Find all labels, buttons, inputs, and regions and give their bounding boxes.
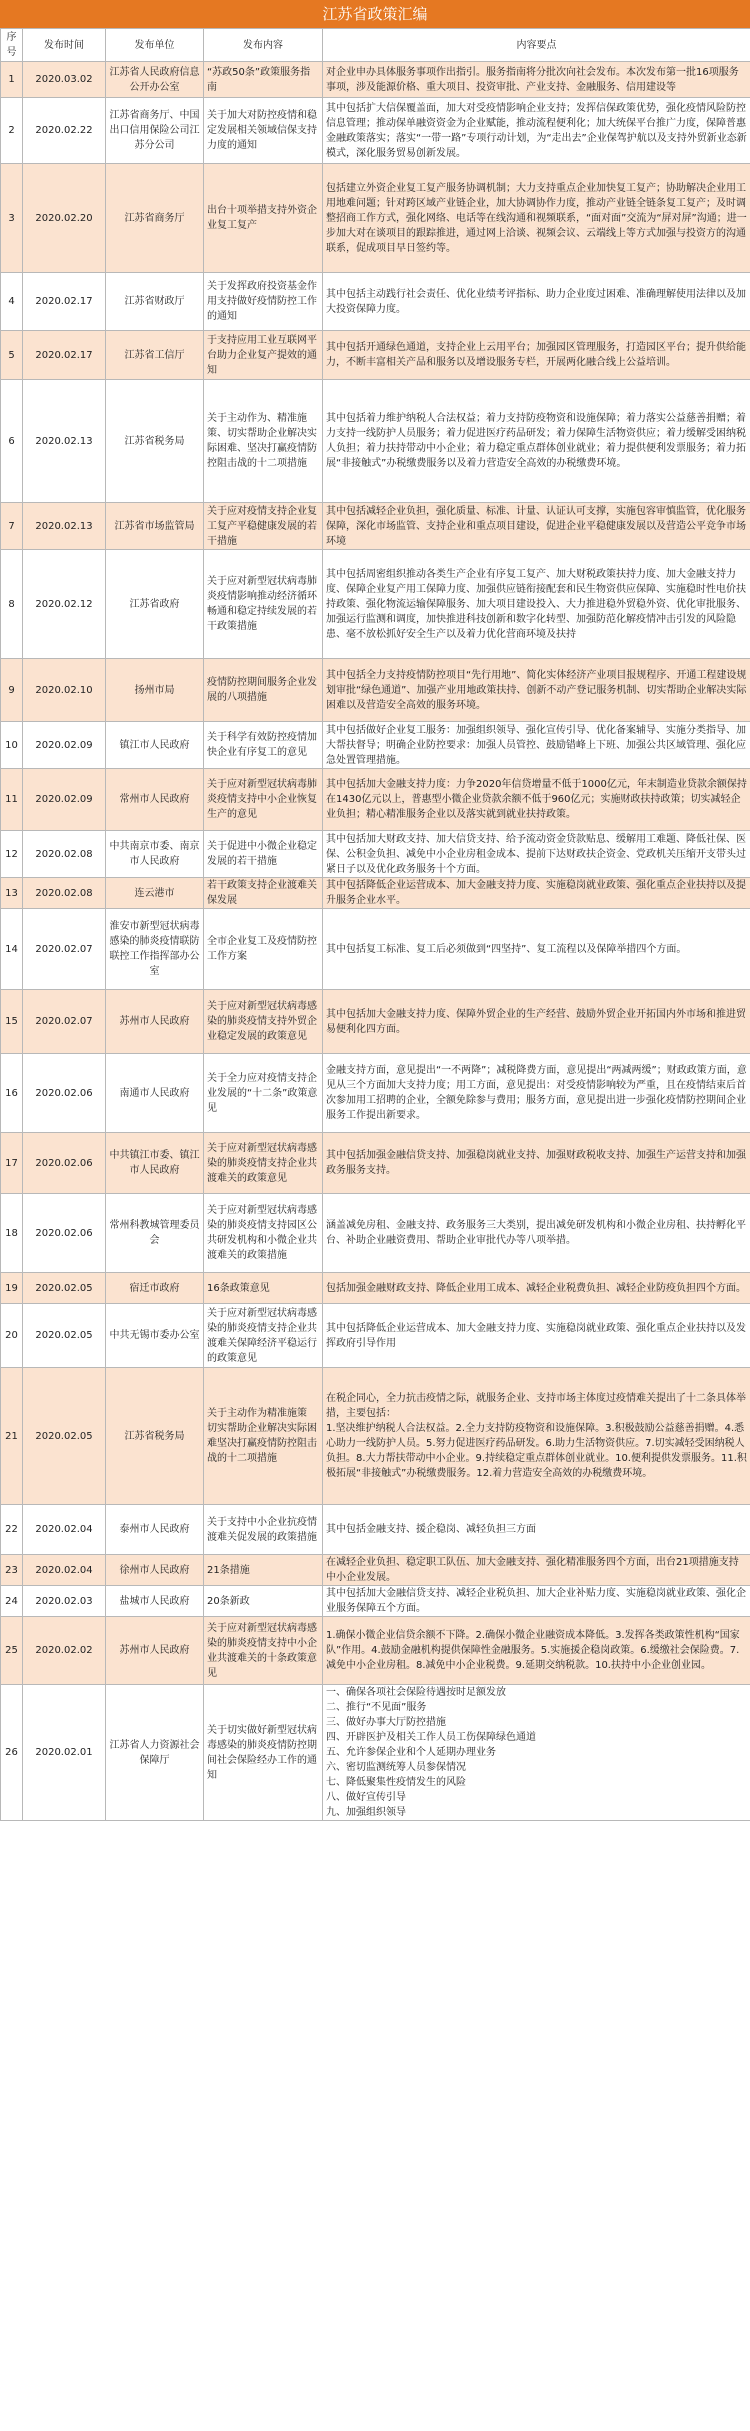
header-points: 内容要点: [323, 29, 750, 62]
cell-content: 关于科学有效防控疫情加快企业有序复工的意见: [204, 722, 323, 769]
table-row: [1, 62, 750, 98]
cell-date: 2020.02.05: [23, 1304, 106, 1368]
cell-date: 2020.02.05: [23, 1368, 106, 1505]
table-row: [1, 1586, 750, 1617]
table-row: [1, 1555, 750, 1586]
table-row: [1, 1194, 750, 1273]
cell-date: 2020.02.07: [23, 990, 106, 1054]
cell-content: 20条新政: [204, 1586, 323, 1617]
cell-points: 其中包括加大金融支持力度、保障外贸企业的生产经营、鼓励外贸企业开拓国内外市场和推进贸易便利化四方面。: [323, 990, 750, 1054]
cell-no: 24: [1, 1586, 23, 1617]
cell-points: 其中包括加强金融信贷支持、加强稳岗就业支持、加强财政税收支持、加强生产运营支持和加强政务服务支持。: [323, 1133, 750, 1194]
cell-unit: 扬州市局: [106, 659, 204, 722]
table-row: [1, 1304, 750, 1368]
header-content: 发布内容: [204, 29, 323, 62]
cell-no: 15: [1, 990, 23, 1054]
cell-date: 2020.02.09: [23, 722, 106, 769]
cell-points: 包括建立外资企业复工复产服务协调机制；大力支持重点企业加快复工复产；协助解决企业用工用地难问题；针对跨区域产业链企业，加大协调协作力度，推动产业链全链条复工复产；及时调整招商工作方式，强化网络、电话等在线沟通和视频联系，“面对面”交流为“屏对屏”沟通；进一步加大对在谈项目的跟踪推进，通过网上洽谈、视频会议、云端线上等方式加强与投资方的沟通联系，促成项目早日签约等。: [323, 164, 750, 273]
cell-no: 2: [1, 98, 23, 164]
cell-no: 4: [1, 273, 23, 331]
cell-date: 2020.02.10: [23, 659, 106, 722]
cell-no: 13: [1, 878, 23, 909]
cell-date: 2020.02.06: [23, 1133, 106, 1194]
cell-date: 2020.02.04: [23, 1505, 106, 1555]
cell-date: 2020.02.03: [23, 1586, 106, 1617]
table-row: [1, 331, 750, 380]
cell-unit: 江苏省人民政府信息公开办公室: [106, 62, 204, 98]
header-date: 发布时间: [23, 29, 106, 62]
cell-points: 在税企同心，全力抗击疫情之际，就服务企业、支持市场主体度过疫情难关提出了十二条具体举措，主要包括： 1.坚决维护纳税人合法权益。2.全力支持防疫物资和设施保障。3.积极鼓励公益慈善捐赠。4.悉心助力一线防护人员。5.努力促进医疗药品研发。6.助力生活物资供应。7.切实减轻受困纳税人负担。8.大力帮扶带动中小企业。9.持续稳定重点群体创业就业。10.便利提供发票服务。11.积极拓展“非接触式”办税缴费服务。12.着力营造安全高效的办税缴费环境。: [323, 1368, 750, 1505]
table-row: [1, 273, 750, 331]
header-no: 序号: [1, 29, 23, 62]
cell-unit: 连云港市: [106, 878, 204, 909]
cell-points: 其中包括做好企业复工服务：加强组织领导、强化宣传引导、优化备案辅导、实施分类指导、加大帮扶督导；明确企业防控要求：加强人员管控、鼓励错峰上下班、加强公共区域管理、强化应急处置管理措施。: [323, 722, 750, 769]
table-row: [1, 909, 750, 990]
cell-date: 2020.02.06: [23, 1194, 106, 1273]
cell-unit: 江苏省商务厅、中国出口信用保险公司江苏分公司: [106, 98, 204, 164]
cell-unit: 淮安市新型冠状病毒感染的肺炎疫情联防联控工作指挥部办公室: [106, 909, 204, 990]
table-row: [1, 1685, 750, 1821]
cell-date: 2020.02.17: [23, 331, 106, 380]
cell-points: 其中包括降低企业运营成本、加大金融支持力度、实施稳岗就业政策、强化重点企业扶持以及发挥政府引导作用: [323, 1304, 750, 1368]
cell-date: 2020.02.06: [23, 1054, 106, 1133]
policy-table: [0, 28, 750, 1821]
table-header-row: [1, 29, 750, 62]
cell-date: 2020.02.05: [23, 1273, 106, 1304]
cell-unit: 泰州市人民政府: [106, 1505, 204, 1555]
cell-points: 其中包括开通绿色通道，支持企业上云用平台；加强园区管理服务，打造园区平台；提升供给能力，不断丰富相关产品和服务以及增设服务专栏，开展两化融合线上公益培训。: [323, 331, 750, 380]
cell-no: 3: [1, 164, 23, 273]
cell-date: 2020.02.12: [23, 550, 106, 659]
cell-unit: 常州科教城管理委员会: [106, 1194, 204, 1273]
cell-date: 2020.03.02: [23, 62, 106, 98]
cell-unit: 江苏省税务局: [106, 1368, 204, 1505]
cell-points: 其中包括减轻企业负担，强化质量、标准、计量、认证认可支撑，实施包容审慎监管，优化服务保障，深化市场监管、支持企业和重点项目建设，促进企业平稳健康发展以及营造公平竞争市场环境: [323, 503, 750, 550]
cell-unit: 镇江市人民政府: [106, 722, 204, 769]
cell-content: 疫情防控期间服务企业发展的八项措施: [204, 659, 323, 722]
cell-date: 2020.02.07: [23, 909, 106, 990]
cell-content: 关于应对新型冠状病毒感染的肺炎疫情支持企业共渡难关保障经济平稳运行的政策意见: [204, 1304, 323, 1368]
table-row: [1, 722, 750, 769]
cell-unit: 中共南京市委、南京市人民政府: [106, 831, 204, 878]
cell-unit: 南通市人民政府: [106, 1054, 204, 1133]
cell-unit: 宿迁市政府: [106, 1273, 204, 1304]
cell-no: 9: [1, 659, 23, 722]
cell-content: 关于应对新型冠状病毒感染的肺炎疫情支持园区公共研发机构和小微企业共渡难关的政策措施: [204, 1194, 323, 1273]
cell-no: 21: [1, 1368, 23, 1505]
cell-content: 关于促进中小微企业稳定发展的若干措施: [204, 831, 323, 878]
cell-content: 关于主动作为精准施策 切实帮助企业解决实际困难坚决打赢疫情防控阻击战的十二项措施: [204, 1368, 323, 1505]
cell-no: 6: [1, 380, 23, 503]
table-row: [1, 1133, 750, 1194]
cell-date: 2020.02.09: [23, 769, 106, 831]
table-row: [1, 878, 750, 909]
table-row: [1, 503, 750, 550]
cell-content: 关于主动作为、精准施策、切实帮助企业解决实际困难、坚决打赢疫情防控阻击战的十二项措施: [204, 380, 323, 503]
cell-date: 2020.02.17: [23, 273, 106, 331]
cell-date: 2020.02.04: [23, 1555, 106, 1586]
cell-no: 5: [1, 331, 23, 380]
cell-content: 关于全力应对疫情支持企业发展的“十二条”政策意见: [204, 1054, 323, 1133]
table-body: [1, 62, 750, 1821]
table-row: [1, 831, 750, 878]
cell-no: 12: [1, 831, 23, 878]
cell-no: 1: [1, 62, 23, 98]
cell-unit: 苏州市人民政府: [106, 1617, 204, 1685]
table-row: [1, 1368, 750, 1505]
cell-no: 19: [1, 1273, 23, 1304]
table-row: [1, 1505, 750, 1555]
cell-points: 其中包括加大财政支持、加大信贷支持、给予流动资金贷款贴息、缓解用工难题、降低社保、医保、公积金负担、减免中小企业房租金成本、提前下达财政扶企资金、党政机关压缩开支带头过紧日子以及优化政务服务十个方面。: [323, 831, 750, 878]
cell-unit: 江苏省政府: [106, 550, 204, 659]
cell-points: 其中包括主动践行社会责任、优化业绩考评指标、助力企业度过困难、准确理解使用法律以及加大投资保障力度。: [323, 273, 750, 331]
cell-points: 其中包括周密组织推动各类生产企业有序复工复产、加大财税政策扶持力度、加大金融支持力度、保障企业复产用工保障力度、加强供应链衔接配套和民生物资供应保障、实施稳时性电价扶持政策、强化物流运输保障服务、加大项目建设投入、大力推进稳外贸稳外资、优化审批服务、加强运行监测和调度，加快推进科技创新和数字化转型、加强防范化解疫情冲击引发的风险隐患、毫不放松抓好安全生产以及着力优化营商环境及扶持: [323, 550, 750, 659]
cell-no: 16: [1, 1054, 23, 1133]
cell-unit: 江苏省工信厅: [106, 331, 204, 380]
cell-unit: 中共镇江市委、镇江市人民政府: [106, 1133, 204, 1194]
table-row: [1, 659, 750, 722]
table-row: [1, 1617, 750, 1685]
cell-points: 其中包括着力维护纳税人合法权益；着力支持防疫物资和设施保障；着力落实公益慈善捐赠；着力支持一线防护人员服务；着力促进医疗药品研发；着力保障生活物资供应；着力缓解受困纳税人负担；着力扶持带动中小企业；着力稳定重点群体创业就业；着力提供便利发票服务；着力拓展“非接触式”办税缴费服务以及着力营造安全高效的办税缴费环境。: [323, 380, 750, 503]
cell-content: 关于加大对防控疫情和稳定发展相关领域信保支持力度的通知: [204, 98, 323, 164]
cell-date: 2020.02.08: [23, 831, 106, 878]
cell-points: 对企业申办具体服务事项作出指引。服务指南将分批次向社会发布。本次发布第一批16项服务事项，涉及能源价格、重大项目、投资审批、产业支持、金融服务、信用建设等: [323, 62, 750, 98]
cell-no: 11: [1, 769, 23, 831]
cell-content: 出台十项举措支持外资企业复工复产: [204, 164, 323, 273]
cell-content: 关于应对新型冠状病毒感染的肺炎疫情支持中小企业共渡难关的十条政策意见: [204, 1617, 323, 1685]
cell-points: 在减轻企业负担、稳定职工队伍、加大金融支持、强化精准服务四个方面，出台21项措施支持中小企业发展。: [323, 1555, 750, 1586]
document-title: 江苏省政策汇编: [0, 0, 750, 28]
cell-unit: 江苏省市场监管局: [106, 503, 204, 550]
cell-content: 关于应对新型冠状病毒肺炎疫情支持中小企业恢复生产的意见: [204, 769, 323, 831]
cell-unit: 徐州市人民政府: [106, 1555, 204, 1586]
cell-date: 2020.02.13: [23, 380, 106, 503]
cell-points: 其中包括加大金融信贷支持、减轻企业税负担、加大企业补贴力度、实施稳岗就业政策、强化企业服务保障五个方面。: [323, 1586, 750, 1617]
cell-no: 26: [1, 1685, 23, 1821]
table-row: [1, 550, 750, 659]
cell-content: 于支持应用工业互联网平台助力企业复产提效的通知: [204, 331, 323, 380]
cell-no: 25: [1, 1617, 23, 1685]
table-row: [1, 380, 750, 503]
header-unit: 发布单位: [106, 29, 204, 62]
cell-no: 14: [1, 909, 23, 990]
cell-points: 涵盖减免房租、金融支持、政务服务三大类别，提出减免研发机构和小微企业房租、扶持孵化平台、补助企业融资费用、帮助企业审批代办等八项举措。: [323, 1194, 750, 1273]
cell-content: 16条政策意见: [204, 1273, 323, 1304]
cell-no: 20: [1, 1304, 23, 1368]
cell-content: 关于应对新型冠状病毒感染的肺炎疫情支持外贸企业稳定发展的政策意见: [204, 990, 323, 1054]
cell-content: 关于应对疫情支持企业复工复产平稳健康发展的若干措施: [204, 503, 323, 550]
cell-points: 1.确保小微企业信贷余额不下降。2.确保小微企业融资成本降低。3.发挥各类政策性机构“国家队”作用。4.鼓励金融机构提供保障性金融服务。5.实施援企稳岗政策。6.缓缴社会保险费。7.减免中小企业房租。8.减免中小企业税费。9.延期交纳税款。10.扶持中小企业创业园。: [323, 1617, 750, 1685]
cell-points: 其中包括复工标准、复工后必须做到“四坚持”、复工流程以及保障举措四个方面。: [323, 909, 750, 990]
cell-date: 2020.02.01: [23, 1685, 106, 1821]
cell-content: 关于发挥政府投资基金作用支持做好疫情防控工作的通知: [204, 273, 323, 331]
table-row: [1, 990, 750, 1054]
cell-content: 21条措施: [204, 1555, 323, 1586]
cell-content: 关于切实做好新型冠状病毒感染的肺炎疫情防控期间社会保险经办工作的通知: [204, 1685, 323, 1821]
cell-unit: 江苏省税务局: [106, 380, 204, 503]
cell-no: 8: [1, 550, 23, 659]
cell-points: 金融支持方面，意见提出“一不两降”；减税降费方面，意见提出“两减两缓”；财政政策方面，意见从三个方面加大支持力度；用工方面，意见提出：对受疫情影响较为严重，且在疫情结束后首次参加用工招聘的企业，全额免除参与费用；服务方面，意见提出进一步强化疫情防控期间企业服务工作提出新要求。: [323, 1054, 750, 1133]
cell-content: 关于支持中小企业抗疫情渡难关促发展的政策措施: [204, 1505, 323, 1555]
table-row: [1, 164, 750, 273]
table-row: [1, 1273, 750, 1304]
cell-points: 其中包括加大金融支持力度：力争2020年信贷增量不低于1000亿元，年末制造业贷款余额保持在1430亿元以上，普惠型小微企业贷款余额不低于960亿元；实施财政扶持政策；切实减轻企业负担；精心精准服务企业以及落实就到就业扶持政策。: [323, 769, 750, 831]
cell-no: 17: [1, 1133, 23, 1194]
cell-unit: 江苏省财政厅: [106, 273, 204, 331]
cell-no: 22: [1, 1505, 23, 1555]
cell-date: 2020.02.13: [23, 503, 106, 550]
cell-content: 全市企业复工及疫情防控工作方案: [204, 909, 323, 990]
cell-date: 2020.02.22: [23, 98, 106, 164]
cell-no: 18: [1, 1194, 23, 1273]
cell-date: 2020.02.20: [23, 164, 106, 273]
cell-no: 7: [1, 503, 23, 550]
cell-unit: 常州市人民政府: [106, 769, 204, 831]
table-row: [1, 1054, 750, 1133]
cell-content: “苏政50条”政策服务指南: [204, 62, 323, 98]
cell-content: 关于应对新型冠状病毒肺炎疫情影响推动经济循环畅通和稳定持续发展的若干政策措施: [204, 550, 323, 659]
cell-unit: 江苏省人力资源社会保障厅: [106, 1685, 204, 1821]
cell-unit: 盐城市人民政府: [106, 1586, 204, 1617]
cell-no: 10: [1, 722, 23, 769]
cell-content: 若干政策支持企业渡难关保发展: [204, 878, 323, 909]
cell-points: 其中包括扩大信保覆盖面，加大对受疫情影响企业支持；发挥信保政策优势，强化疫情风险防控信息管理；推动保单融资资金为企业赋能，推动流程便利化；加大统保平台推广力度，保障普惠金融政策落实；落实“一带一路”专项行动计划，为“走出去”企业保驾护航以及支持外贸新业态新模式，深化服务贸易创新发展。: [323, 98, 750, 164]
cell-no: 23: [1, 1555, 23, 1586]
cell-date: 2020.02.08: [23, 878, 106, 909]
cell-unit: 江苏省商务厅: [106, 164, 204, 273]
cell-points: 其中包括金融支持、援企稳岗、减轻负担三方面: [323, 1505, 750, 1555]
cell-points: 其中包括降低企业运营成本、加大金融支持力度、实施稳岗就业政策、强化重点企业扶持以及提升服务企业水平。: [323, 878, 750, 909]
cell-points: 一、确保各项社会保险待遇按时足额发放 二、推行“不见面”服务 三、做好办事大厅防控措施 四、开辟医护及相关工作人员工伤保障绿色通道 五、允许参保企业和个人延期办理业务 六、密切监测统筹人员参保情况 七、降低聚集性疫情发生的风险 八、做好宣传引导 九、加强组织领导: [323, 1685, 750, 1821]
cell-points: 包括加强金融财政支持、降低企业用工成本、减轻企业税费负担、减轻企业防疫负担四个方面。: [323, 1273, 750, 1304]
cell-unit: 苏州市人民政府: [106, 990, 204, 1054]
table-row: [1, 98, 750, 164]
cell-date: 2020.02.02: [23, 1617, 106, 1685]
cell-points: 其中包括全力支持疫情防控项目“先行用地”、简化实体经济产业项目报规程序、开通工程建设规划审批“绿色通道”、加强产业用地政策扶持、创新不动产登记服务机制、切实帮助企业解决实际困难以及营造安全高效的服务环境。: [323, 659, 750, 722]
table-row: [1, 769, 750, 831]
cell-unit: 中共无锡市委办公室: [106, 1304, 204, 1368]
cell-content: 关于应对新型冠状病毒感染的肺炎疫情支持企业共渡难关的政策意见: [204, 1133, 323, 1194]
